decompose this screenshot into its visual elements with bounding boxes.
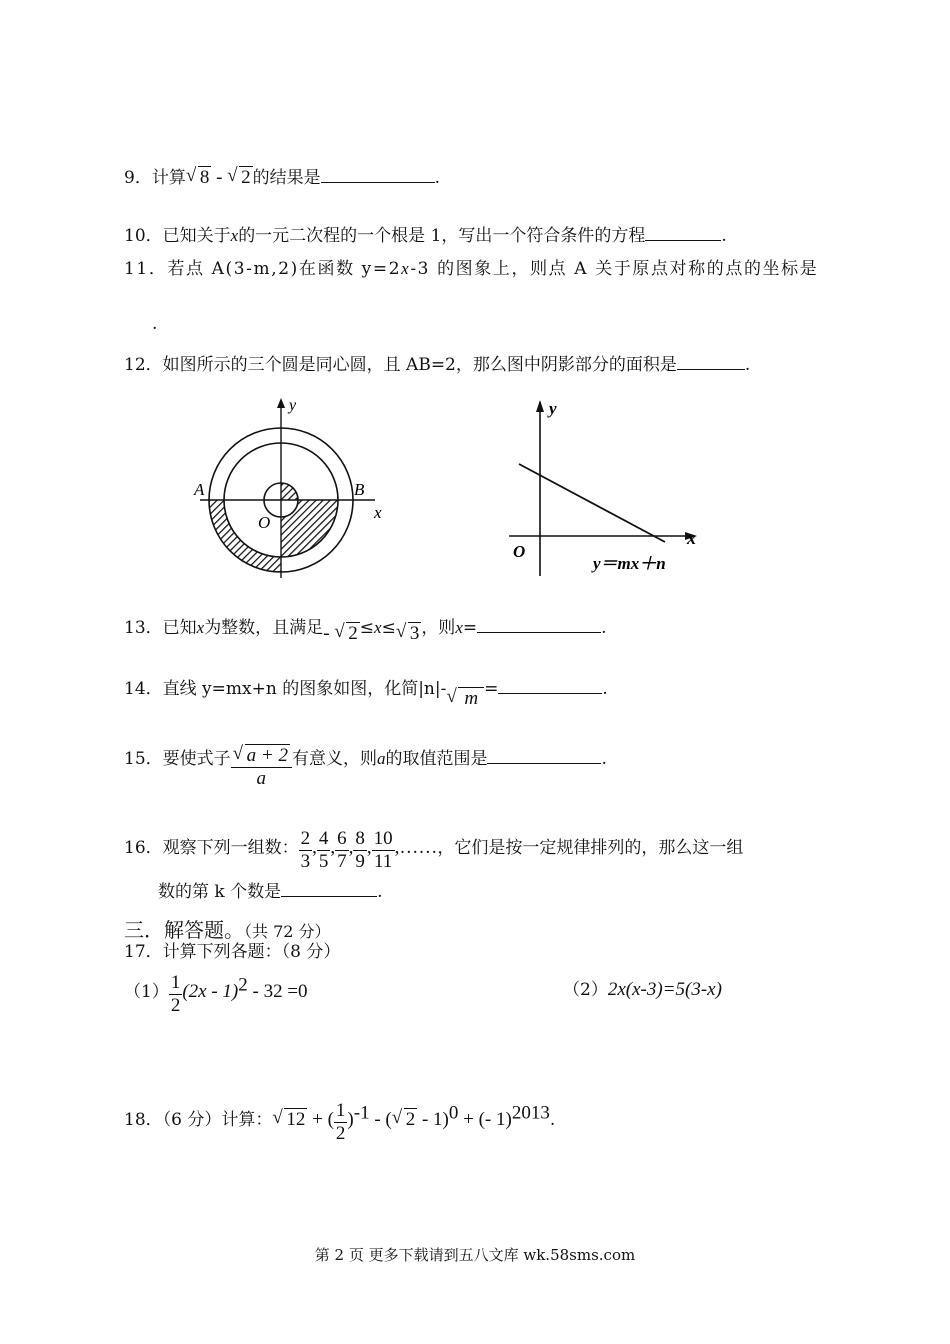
numerator: 2 [300,828,311,849]
page-footer: 第 2 页 更多下载请到五八文库 wk.58sms.com [314,1246,636,1264]
question-text: 计算 [151,168,186,188]
period: . [601,618,607,638]
fraction [169,972,183,1017]
question-text: 如图所示的三个圆是同心圆，且 AB=2，那么图中阴影部分的面积是 [162,355,677,375]
y-axis-label: y [289,397,297,414]
sqrt-expression: √ 8 [185,165,210,188]
operator: ≤ [381,618,396,638]
question-text: 直线 y=mx+n 的图象如图，化简 [162,679,419,699]
question-18: 18．（6 分）计算： √ 12 + ( $\frac{1}{2}$ )$^{-1}$ - ( √ 2 - 1)$^0$ + (- 1)$^{2013}$. [124,1100,556,1144]
exponent: 2013 [511,1102,550,1124]
period: . [434,168,441,188]
sqrt-expression: √ 2 [334,621,358,644]
linear-function-graph [505,392,720,582]
expression: - 1) [417,1109,449,1130]
sqrt-expression: √ m [446,687,484,711]
exponent: 0 [448,1102,459,1124]
numerator: 1 [335,1100,346,1121]
numerator: 6 [337,828,347,849]
question-text: 的一元二次程的一个根是 1，写出一个符合条件的方程 [238,226,646,246]
question-9 [124,164,440,190]
operator: - ( [369,1109,392,1130]
number-sequence [299,828,400,872]
question-number: 9． [124,168,152,188]
question-17-part-1 [124,972,308,1017]
numerator: 4 [318,828,329,849]
answer-blank[interactable] [487,745,601,764]
question-10 [124,222,727,248]
question-number: 10． [124,226,163,246]
period: . [721,226,727,246]
period: . [601,749,607,769]
variable: x [455,618,463,637]
question-14 [124,675,608,711]
radicand: m [458,687,484,709]
question-text: 要使式子 [162,749,231,769]
period: . [602,679,608,699]
denominator: 2 [170,995,181,1016]
radicand: 2 [405,1109,416,1130]
question-text: 为整数，且满足 [204,618,324,638]
radicand: 8 [199,167,210,188]
x-axis-label: x [374,503,382,522]
sqrt-expression: √ 2 [391,1107,416,1130]
period: . [744,355,751,375]
x-axis-label: x [687,528,696,548]
denominator: 7 [337,851,347,872]
question-number: 18． [124,1110,163,1130]
sqrt-expression: √ 2 [227,165,251,188]
variable: x [230,226,239,245]
separator: , [312,837,317,858]
fraction: √ a + 2 a [231,745,292,790]
question-number: 15． [124,749,163,769]
operator: + ( [307,1109,334,1130]
part-label: （2） [563,980,608,1000]
question-17-part-2 [563,978,722,1002]
answer-blank[interactable] [645,222,721,241]
fraction [334,1100,348,1145]
point-b-label: B [354,480,365,499]
question-text: 有意义，则 [291,749,377,769]
operator: = [462,618,478,638]
question-text: 的取值范围是 [385,749,488,769]
question-number: 13． [124,618,163,638]
question-text: 已知 [162,618,197,638]
part-label: （1） [124,982,169,1002]
expression: + (- 1) [458,1109,512,1130]
exponent: 2 [238,974,248,996]
radicand: a + 2 [246,745,288,766]
radicand: 2 [241,167,251,188]
section-score: （共 72 分） [244,922,331,941]
variable: x [374,618,382,637]
concentric-circles-figure [190,392,400,582]
question-number: 11． [124,259,168,279]
period: . [152,314,158,334]
denominator: 2 [335,1123,346,1144]
operator: - [211,167,228,188]
question-text: 若点 A(3-m,2)在函数 y=2 [167,259,402,279]
sequence-fraction [353,828,367,873]
denominator: 11 [373,851,393,872]
variable: a [376,749,386,768]
separator: , [330,837,336,858]
denominator: 3 [300,851,311,872]
question-number: 14． [124,679,163,699]
radicand: 2 [348,623,358,644]
question-text: ，则 [421,618,456,638]
line-graph [519,464,665,542]
sequence-fraction [372,828,395,873]
separator: , [394,837,400,858]
period: . [549,1110,556,1130]
ellipsis: …… [399,837,438,858]
answer-blank[interactable] [321,164,435,183]
numerator: 1 [170,972,181,993]
operator: = [484,679,499,699]
question-17 [124,940,340,964]
question-text: 观察下列一组数： [162,838,299,858]
question-16-line-2 [158,878,383,904]
answer-blank-line[interactable] [152,312,157,336]
question-12 [124,351,750,377]
answer-blank[interactable] [477,614,601,633]
operator: ≤ [359,618,375,638]
variable: x [196,618,205,637]
question-number: 12． [124,355,163,375]
question-text: 的结果是 [252,168,321,188]
question-text: 计算下列各题：（8 分） [162,942,341,962]
expression: 2x(x-3)=5(3-x) [607,979,722,1000]
answer-blank[interactable] [677,351,745,370]
denominator: a [256,768,267,789]
question-text: 数的第 k 个数是 [158,882,282,902]
radicand: 12 [286,1109,306,1130]
separator: , [366,837,372,858]
point-a-label: A [194,480,205,499]
numerator: 10 [373,828,393,849]
question-text: ，它们是按一定规律排列的，那么这一组 [437,838,744,858]
question-text: （6 分）计算： [162,1110,273,1130]
exponent: -1 [353,1102,370,1124]
expression: - 32 =0 [247,981,308,1002]
denominator: 5 [318,851,329,872]
question-number: 17． [124,942,163,962]
separator: , [348,837,354,858]
sqrt-expression: √ 12 [272,1107,306,1130]
sequence-fraction [317,828,331,873]
question-text: -3 的图象上，则点 A 关于原点对称的点的坐标是 [410,259,819,279]
section-title: 三．解答题。 [124,918,244,942]
question-text: 已知关于 [162,226,231,246]
origin-label: O [513,542,526,561]
sequence-fraction [335,828,349,873]
origin-label: O [258,513,271,532]
question-15 [124,745,607,790]
period: . [377,882,383,902]
operator: - [323,623,335,644]
absolute-value: |n|- [418,679,447,699]
numerator: 8 [355,828,365,849]
y-axis-label: y [549,399,557,418]
variable: x [401,259,411,278]
question-11 [124,257,818,281]
question-13 [124,614,607,646]
sequence-fraction [299,828,313,873]
question-number: 16． [124,838,163,858]
line-equation-label: y＝mx＋n [593,554,666,573]
sqrt-expression: √ 3 [395,621,420,644]
answer-blank[interactable] [498,675,602,694]
denominator: 9 [355,851,365,872]
radicand: 3 [409,623,420,644]
expression: (2x - 1) [182,981,239,1002]
section-heading [124,914,331,943]
answer-blank[interactable] [281,878,377,897]
question-16 [124,828,743,873]
